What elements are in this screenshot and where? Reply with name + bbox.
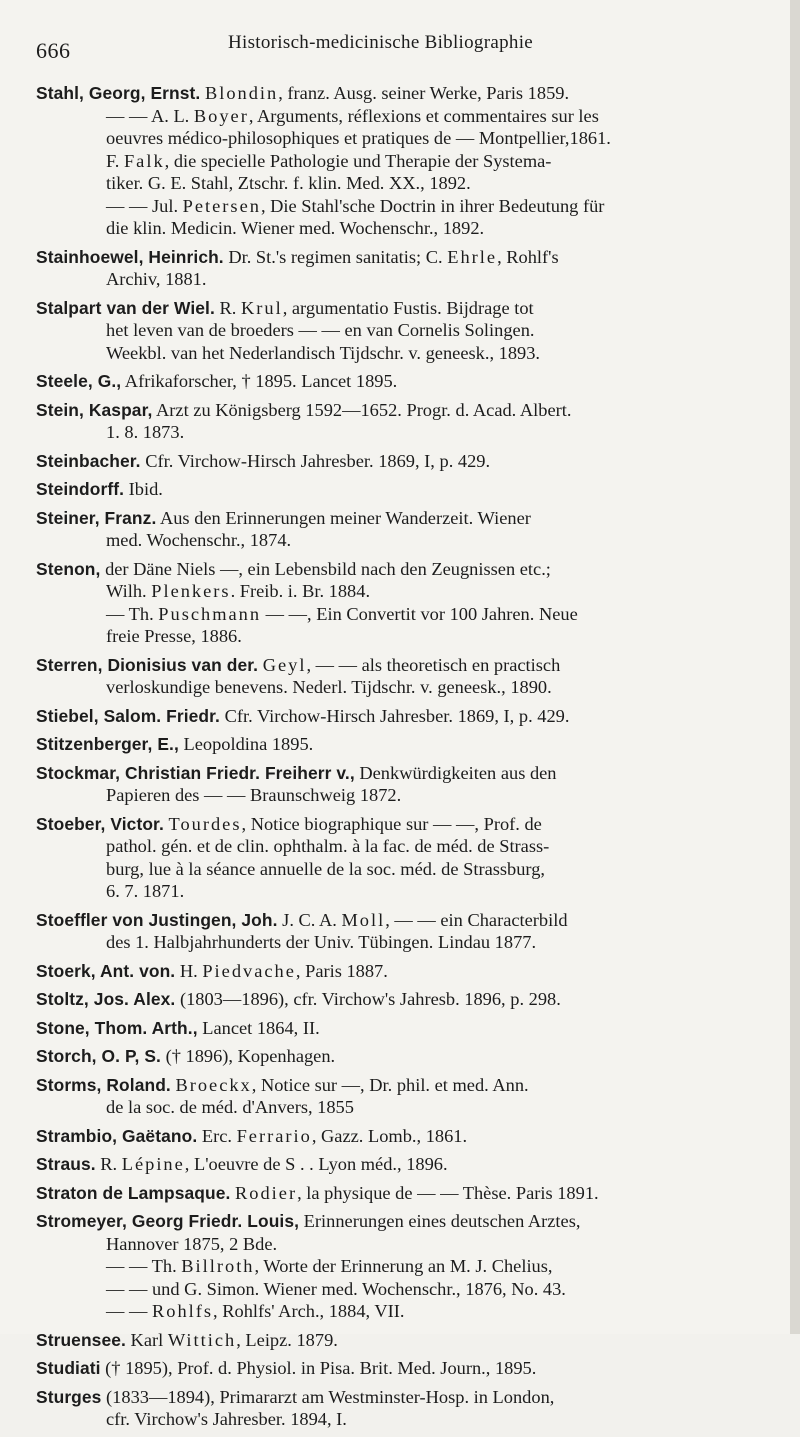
- entry-first-line: [36, 1182, 772, 1205]
- entry-heading: Steiner, Franz.: [36, 507, 157, 528]
- entry-text: Papieren des — — Braunschweig 1872.: [106, 785, 402, 805]
- entry-heading: Stalpart van der Wiel.: [36, 297, 215, 318]
- entry-heading: Stoltz, Jos. Alex.: [36, 989, 176, 1009]
- entry-text: des 1. Halbjahrhunderts der Univ. Tübingen. Lindau 1877.: [106, 932, 537, 952]
- entry-first-line: [36, 1153, 772, 1176]
- author-name: Rohlfs: [151, 1301, 214, 1321]
- entry-heading: Sterren, Dionisius van der.: [36, 654, 259, 675]
- entry-first-line: [36, 82, 772, 105]
- entry-continuation-line: [36, 931, 772, 954]
- bibliography-entry: [36, 654, 772, 699]
- author-name: Rodier: [235, 1182, 298, 1203]
- entry-continuation-line: [36, 150, 772, 173]
- entry-text: 6. 7. 1871.: [106, 881, 185, 901]
- entry-heading: Steinbacher.: [36, 450, 141, 471]
- entry-first-line: [36, 450, 772, 473]
- bibliography-entry: [36, 762, 772, 807]
- entry-text: R.: [214, 297, 241, 318]
- entry-text: , Gazz. Lomb., 1861.: [311, 1125, 468, 1146]
- entry-first-line: [36, 1210, 772, 1233]
- bibliography-entry: [36, 1074, 772, 1119]
- entry-continuation-line: [36, 342, 772, 365]
- author-name: Petersen: [182, 195, 261, 216]
- bibliography-entry: [36, 1182, 772, 1205]
- entry-heading: Stainhoewel, Heinrich.: [36, 246, 224, 267]
- entry-text: , Leipz. 1879.: [236, 1329, 338, 1350]
- bibliography-entry: [36, 1329, 772, 1352]
- entry-continuation-line: [36, 319, 772, 342]
- entry-text: — — und G. Simon. Wiener med. Wochenschr., 1876, No. 43.: [106, 1278, 566, 1299]
- entry-continuation-line: [36, 676, 772, 699]
- entry-continuation-line: [36, 1278, 772, 1301]
- entry-text: Karl: [125, 1329, 168, 1350]
- author-name: Piedvache: [202, 960, 296, 981]
- entry-continuation-line: [36, 880, 772, 903]
- entry-text: Arzt zu Königsberg 1592—1652. Progr. d. Acad. Albert.: [152, 399, 572, 420]
- bibliography-entry: [36, 82, 772, 240]
- entry-first-line: [36, 1357, 772, 1380]
- entry-text: († 1895), Prof. d. Physiol. in Pisa. Brit. Med. Journ., 1895.: [100, 1358, 537, 1378]
- entry-heading: Storms, Roland.: [36, 1074, 171, 1095]
- author-name: Ferrario: [236, 1125, 312, 1146]
- entry-text: , — — als theoretisch en practisch: [306, 654, 561, 675]
- entry-continuation-line: [36, 858, 772, 881]
- entry-text: , L'oeuvre de S . . Lyon méd., 1896.: [184, 1154, 448, 1174]
- author-name: Ehrle: [447, 246, 498, 267]
- entry-continuation-line: [36, 217, 772, 240]
- entry-text: R.: [95, 1154, 122, 1174]
- entry-first-line: [36, 813, 772, 836]
- bibliography-entry: [36, 558, 772, 648]
- entry-continuation-line: [36, 625, 772, 648]
- entry-text: , die specielle Pathologie und Therapie der Systema-: [164, 150, 552, 171]
- entry-first-line: [36, 1045, 772, 1068]
- entry-text: de la soc. de méd. d'Anvers, 1855: [106, 1097, 354, 1117]
- entry-text: († 1896), Kopenhagen.: [160, 1046, 336, 1066]
- entry-heading: Stockmar, Christian Friedr. Freiherr v.,: [36, 762, 355, 783]
- author-name: Falk: [123, 150, 165, 171]
- entry-heading: Sturges: [36, 1386, 102, 1407]
- entry-continuation-line: [36, 421, 772, 444]
- entry-first-line: [36, 960, 772, 983]
- author-name: Geyl: [262, 654, 307, 675]
- entry-continuation-line: [36, 1255, 772, 1278]
- bibliography-entry: [36, 1357, 772, 1380]
- entry-text: verloskundige benevens. Nederl. Tijdschr. v. geneesk., 1890.: [106, 677, 552, 697]
- entry-text: Denkwürdigkeiten aus den: [354, 762, 557, 783]
- entry-first-line: [36, 1017, 772, 1040]
- entry-continuation-line: [36, 172, 772, 195]
- entry-text: — —: [106, 1301, 152, 1321]
- entry-first-line: [36, 399, 772, 422]
- entry-heading: Straus.: [36, 1154, 96, 1174]
- entry-heading: Stein, Kaspar,: [36, 399, 153, 420]
- entry-text: pathol. gén. et de clin. ophthalm. à la fac. de méd. de Strass-: [106, 836, 550, 856]
- entry-text: . Freib. i. Br. 1884.: [230, 581, 371, 601]
- entry-heading: Stoerk, Ant. von.: [36, 960, 176, 981]
- bibliography-entry: [36, 478, 772, 501]
- entry-text: Cfr. Virchow-Hirsch Jahresber. 1869, I, p. 429.: [140, 450, 491, 471]
- entry-continuation-line: [36, 1300, 772, 1323]
- entry-text: Dr. St.'s regimen sanitatis; C.: [223, 246, 448, 267]
- entry-text: Archiv, 1881.: [106, 269, 207, 289]
- author-name: Blondin: [204, 83, 279, 103]
- entry-first-line: [36, 1329, 772, 1352]
- entry-text: , Die Stahl'sche Doctrin in ihrer Bedeutung für: [260, 195, 605, 216]
- entry-text: Leopoldina 1895.: [178, 734, 314, 754]
- entry-text: — —, Ein Convertit vor 100 Jahren. Neue: [261, 603, 578, 624]
- entry-first-line: [36, 558, 772, 581]
- entry-text: Lancet 1864, II.: [197, 1017, 320, 1038]
- bibliography-entry: [36, 1045, 772, 1068]
- entry-continuation-line: [36, 127, 772, 150]
- bibliography-entry: [36, 1153, 772, 1176]
- bibliography-entry: [36, 909, 772, 954]
- entry-text: cfr. Virchow's Jahresber. 1894, I.: [106, 1409, 347, 1429]
- entry-first-line: [36, 1074, 772, 1097]
- author-name: Plenkers: [151, 581, 231, 601]
- entry-text: , Worte der Erinnerung an M. J. Chelius,: [254, 1256, 553, 1276]
- entry-heading: Strambio, Gaëtano.: [36, 1125, 198, 1146]
- entry-continuation-line: [36, 603, 772, 626]
- entry-first-line: [36, 246, 772, 269]
- entry-heading: Stone, Thom. Arth.,: [36, 1017, 198, 1038]
- entry-text: , Arguments, réflexions et commentaires sur les: [248, 105, 599, 126]
- bibliography-entry: [36, 1210, 772, 1323]
- entry-text: , Rohlfs' Arch., 1884, VII.: [213, 1301, 405, 1321]
- entry-text: — — A. L.: [106, 105, 194, 126]
- entry-continuation-line: [36, 580, 772, 603]
- page-gutter-shadow: [790, 0, 800, 1334]
- bibliography-entry: [36, 1386, 772, 1431]
- author-name: Wittich: [167, 1329, 237, 1350]
- entry-text: med. Wochenschr., 1874.: [106, 530, 292, 550]
- entry-continuation-line: [36, 784, 772, 807]
- entry-text: Afrikaforscher, † 1895. Lancet 1895.: [121, 371, 398, 391]
- entry-text: Cfr. Virchow-Hirsch Jahresber. 1869, I, p. 429.: [220, 705, 570, 726]
- entry-text: het leven van de broeders — — en van Cornelis Solingen.: [106, 320, 535, 340]
- bibliography-entries: [36, 82, 772, 1437]
- entry-text: H.: [175, 960, 203, 981]
- bibliography-entry: [36, 960, 772, 983]
- bibliography-entry: [36, 507, 772, 552]
- entry-text: Erc.: [197, 1125, 237, 1146]
- entry-heading: Stahl, Georg, Ernst.: [36, 83, 201, 103]
- entry-continuation-line: [36, 268, 772, 291]
- entry-first-line: [36, 478, 772, 501]
- author-name: Tourdes: [168, 813, 242, 834]
- entry-continuation-line: [36, 195, 772, 218]
- entry-heading: Stoeffler von Justingen, Joh.: [36, 909, 278, 930]
- entry-text: der Däne Niels —, ein Lebensbild nach den Zeugnissen etc.;: [100, 558, 551, 579]
- entry-text: tiker. G. E. Stahl, Ztschr. f. klin. Med. XX., 1892.: [106, 173, 471, 193]
- bibliography-entry: [36, 246, 772, 291]
- entry-heading: Storch, O. P, S.: [36, 1046, 161, 1066]
- running-title: Historisch-medicinische Bibliographie: [228, 32, 534, 53]
- entry-heading: Struensee.: [36, 1329, 126, 1350]
- entry-heading: Stiebel, Salom. Friedr.: [36, 705, 220, 726]
- author-name: Broeckx: [175, 1074, 252, 1095]
- entry-text: die klin. Medicin. Wiener med. Wochenschr., 1892.: [106, 218, 485, 238]
- entry-text: oeuvres médico-philosophiques et pratiques de — Montpellier,1861.: [106, 128, 611, 148]
- entry-text: — — Th.: [106, 1256, 182, 1276]
- entry-text: Aus den Erinnerungen meiner Wanderzeit. Wiener: [156, 507, 531, 528]
- bibliography-entry: [36, 1125, 772, 1148]
- author-name: Moll: [341, 909, 386, 930]
- entry-text: (1833—1894), Primararzt am Westminster-Hosp. in London,: [101, 1386, 555, 1407]
- bibliography-entry: [36, 813, 772, 903]
- entry-text: J. C. A.: [277, 909, 342, 930]
- entry-text: Hannover 1875, 2 Bde.: [106, 1233, 278, 1254]
- entry-first-line: [36, 1386, 772, 1409]
- entry-first-line: [36, 988, 772, 1011]
- entry-heading: Steele, G.,: [36, 371, 122, 391]
- bibliography-entry: [36, 733, 772, 756]
- entry-text: , franz. Ausg. seiner Werke, Paris 1859.: [278, 83, 570, 103]
- entry-text: (1803—1896), cfr. Virchow's Jahresb. 1896, p. 298.: [175, 989, 561, 1009]
- entry-heading: Stitzenberger, E.,: [36, 734, 179, 754]
- entry-text: burg, lue à la séance annuelle de la soc. méd. de Strassburg,: [106, 858, 546, 879]
- entry-text: , argumentatio Fustis. Bijdrage tot: [282, 297, 534, 318]
- entry-text: Erinnerungen eines deutschen Arztes,: [299, 1211, 581, 1231]
- bibliography-entry: [36, 705, 772, 728]
- bibliography-entry: [36, 1017, 772, 1040]
- entry-first-line: [36, 654, 772, 677]
- entry-first-line: [36, 507, 772, 530]
- bibliography-entry: [36, 399, 772, 444]
- entry-continuation-line: [36, 529, 772, 552]
- bibliography-entry: [36, 370, 772, 393]
- entry-first-line: [36, 1125, 772, 1148]
- entry-heading: Stenon,: [36, 558, 101, 579]
- entry-continuation-line: [36, 1233, 772, 1256]
- author-name: Lépine: [121, 1154, 185, 1174]
- entry-first-line: [36, 733, 772, 756]
- entry-text: freie Presse, 1886.: [106, 626, 242, 646]
- entry-first-line: [36, 297, 772, 320]
- entry-text: Wilh.: [106, 581, 152, 601]
- entry-first-line: [36, 909, 772, 932]
- author-name: Puschmann: [158, 603, 262, 624]
- entry-text: Ibid.: [124, 479, 163, 499]
- author-name: Billroth: [181, 1256, 255, 1276]
- entry-continuation-line: [36, 105, 772, 128]
- entry-continuation-line: [36, 835, 772, 858]
- entry-text: — Th.: [106, 603, 159, 624]
- entry-first-line: [36, 762, 772, 785]
- bibliography-entry: [36, 450, 772, 473]
- entry-heading: Stoeber, Victor.: [36, 813, 164, 834]
- entry-heading: Studiati: [36, 1358, 101, 1378]
- page-header: [36, 30, 776, 62]
- bibliography-entry: [36, 988, 772, 1011]
- author-name: Krul: [240, 297, 283, 318]
- entry-text: , Notice biographique sur — —, Prof. de: [241, 813, 542, 834]
- entry-heading: Straton de Lampsaque.: [36, 1182, 231, 1203]
- entry-heading: Steindorff.: [36, 479, 125, 499]
- entry-heading: Stromeyer, Georg Friedr. Louis,: [36, 1211, 300, 1231]
- entry-first-line: [36, 705, 772, 728]
- entry-text: Weekbl. van het Nederlandisch Tijdschr. v. geneesk., 1893.: [106, 342, 541, 363]
- entry-text: , Notice sur —, Dr. phil. et med. Ann.: [251, 1074, 529, 1095]
- entry-text: F.: [106, 150, 124, 171]
- entry-text: — — Jul.: [106, 195, 183, 216]
- entry-text: , la physique de — — Thèse. Paris 1891.: [297, 1182, 599, 1203]
- entry-continuation-line: [36, 1408, 772, 1431]
- entry-text: , Rohlf's: [497, 246, 559, 267]
- author-name: Boyer: [193, 105, 249, 126]
- page-number: 666: [36, 38, 71, 63]
- entry-continuation-line: [36, 1096, 772, 1119]
- entry-text: , Paris 1887.: [295, 960, 388, 981]
- entry-first-line: [36, 370, 772, 393]
- entry-text: , — — ein Characterbild: [385, 909, 568, 930]
- entry-text: 1. 8. 1873.: [106, 422, 185, 442]
- bibliography-entry: [36, 297, 772, 365]
